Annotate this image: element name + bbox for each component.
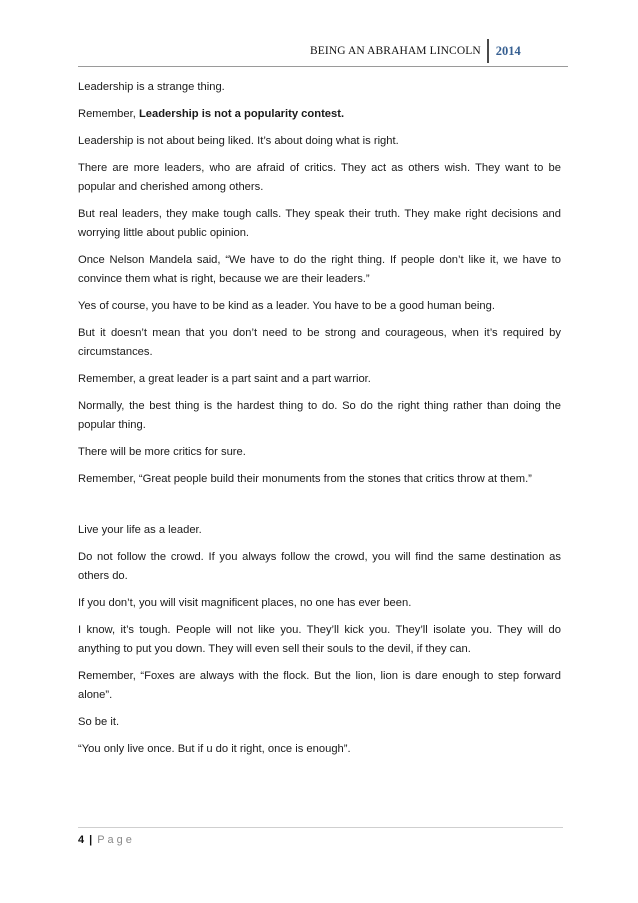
paragraph: Remember, a great leader is a part saint and a part warrior.: [78, 373, 371, 385]
paragraph: There are more leaders, who are afraid of critics. They act as others wish. They want to be popular and cherished among others.: [78, 162, 561, 193]
paragraph: Once Nelson Mandela said, “We have to do the right thing. If people don’t like it, we have to convince them what is right, because we are their leaders.”: [78, 254, 561, 285]
header-rule: [78, 66, 568, 67]
page-header: [310, 36, 521, 66]
paragraph: I know, it’s tough. People will not like you. They’ll kick you. They’ll isolate you. They will do anything to put you down. They will even sell their souls to the devil, if they can.: [78, 624, 561, 655]
paragraph: But real leaders, they make tough calls. They speak their truth. They make right decisions and worrying little about public opinion.: [78, 208, 561, 239]
footer-separator: |: [89, 834, 93, 846]
paragraph: Normally, the best thing is the hardest thing to do. So do the right thing rather than doing the popular thing.: [78, 400, 561, 431]
paragraph: If you don’t, you will visit magnificent places, no one has ever been.: [78, 597, 412, 609]
paragraph: Live your life as a leader.: [78, 524, 202, 536]
paragraph-lead: Remember,: [78, 108, 139, 120]
page-label: Page: [97, 834, 135, 846]
paragraph: Leadership is not about being liked. It’s about doing what is right.: [78, 135, 399, 147]
paragraph: But it doesn’t mean that you don’t need to be strong and courageous, when it’s required by circumstances.: [78, 327, 561, 358]
paragraph: “You only live once. But if u do it right, once is enough”.: [78, 743, 351, 755]
paragraph: [78, 105, 561, 124]
paragraph: Do not follow the crowd. If you always follow the crowd, you will find the same destination as others do.: [78, 551, 561, 582]
paragraph: Remember, “Great people build their monuments from the stones that critics throw at them.”: [78, 473, 532, 485]
footer-rule: [78, 827, 563, 828]
paragraph: There will be more critics for sure.: [78, 446, 246, 458]
header-year: 2014: [495, 43, 521, 58]
body-text: [78, 78, 561, 759]
paragraph: Yes of course, you have to be kind as a leader. You have to be a good human being.: [78, 300, 495, 312]
header-title: BEING AN ABRAHAM LINCOLN: [310, 45, 481, 57]
paragraph: Remember, “Foxes are always with the flock. But the lion, lion is dare enough to step forward alone”.: [78, 670, 561, 701]
header-divider: [487, 39, 489, 63]
paragraph: Leadership is a strange thing.: [78, 81, 225, 93]
bold-quote: Leadership is not a popularity contest.: [138, 108, 345, 120]
page-number: 4: [78, 834, 85, 846]
paragraph: So be it.: [78, 716, 120, 728]
page-footer: [78, 834, 135, 846]
